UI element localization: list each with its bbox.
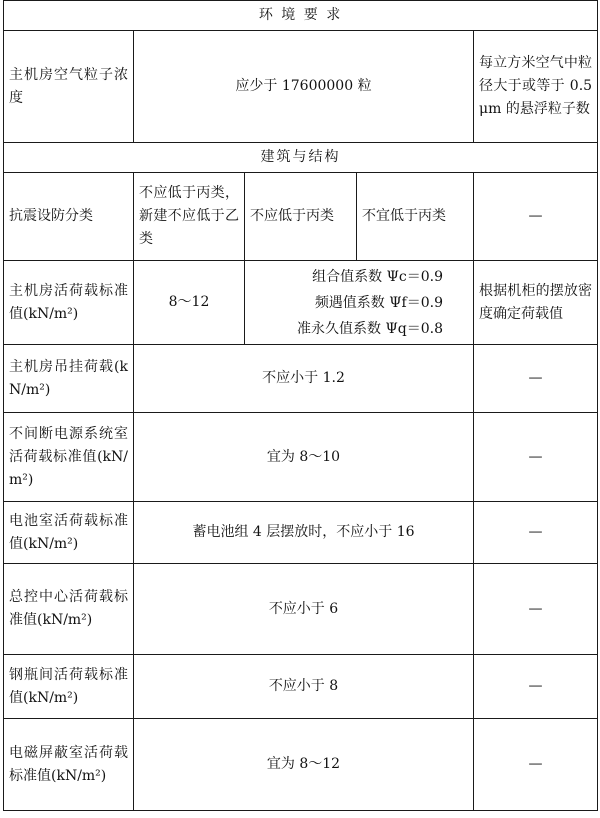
table-row-shielded [4, 719, 598, 811]
row-note-ups: — [474, 413, 598, 502]
row-label-ups: 不间断电源系统室活荷载标准值(kN/m²) [4, 413, 134, 502]
table-row-battery [4, 502, 598, 564]
row-label-shielded: 电磁屏蔽室活荷载标准值(kN/m²) [4, 719, 134, 811]
row-note-live-load: 根据机柜的摆放密度确定荷载值 [474, 261, 598, 345]
table-row-hanging [4, 345, 598, 413]
section-row-building [4, 143, 598, 173]
table-row-ups [4, 413, 598, 502]
row-note-seismic: — [474, 173, 598, 261]
row-label-hanging: 主机房吊挂荷载(kN/m²) [4, 345, 134, 413]
frequent-factor: 频遇值系数 Ψf＝0.9 [314, 294, 443, 311]
row-value-seismic-b: 不应低于丙类 [245, 173, 357, 261]
row-note-shielded: — [474, 719, 598, 811]
table-row-live-load [4, 261, 598, 345]
section-row-environment [4, 1, 598, 31]
row-label-particle: 主机房空气粒子浓度 [4, 31, 134, 143]
row-label-live-load: 主机房活荷载标准值(kN/m²) [4, 261, 134, 345]
row-note-hanging: — [474, 345, 598, 413]
row-note-particle: 每立方米空气中粒径大于或等于 0.5μm 的悬浮粒子数 [474, 31, 598, 143]
row-factors-live-load [245, 261, 474, 345]
row-note-cylinder: — [474, 655, 598, 719]
table-row-cylinder [4, 655, 598, 719]
row-note-battery: — [474, 502, 598, 564]
row-value-particle: 应少于 17600000 粒 [134, 31, 474, 143]
row-value-cylinder: 不应小于 8 [134, 655, 474, 719]
requirements-table [3, 0, 598, 811]
row-label-battery: 电池室活荷载标准值(kN/m²) [4, 502, 134, 564]
quasi-permanent-factor: 准永久值系数 Ψq＝0.8 [297, 320, 443, 337]
row-value-hanging: 不应小于 1.2 [134, 345, 474, 413]
row-value-battery: 蓄电池组 4 层摆放时，不应小于 16 [134, 502, 474, 564]
row-value-seismic-a: 不应低于丙类，新建不应低于乙类 [134, 173, 245, 261]
row-value-shielded: 宜为 8～12 [134, 719, 474, 811]
section-heading-building: 建筑与结构 [4, 143, 598, 173]
table-row-particle [4, 31, 598, 143]
section-heading-environment: 环 境 要 求 [4, 1, 598, 31]
row-label-cylinder: 钢瓶间活荷载标准值(kN/m²) [4, 655, 134, 719]
row-note-control: — [474, 564, 598, 655]
table-row-seismic [4, 173, 598, 261]
table-row-control [4, 564, 598, 655]
combination-factor: 组合值系数 Ψc＝0.9 [312, 268, 443, 285]
row-value-live-load: 8～12 [134, 261, 245, 345]
row-value-seismic-c: 不宜低于丙类 [357, 173, 474, 261]
row-label-seismic: 抗震设防分类 [4, 173, 134, 261]
row-label-control: 总控中心活荷载标准值(kN/m²) [4, 564, 134, 655]
row-value-ups: 宜为 8～10 [134, 413, 474, 502]
row-value-control: 不应小于 6 [134, 564, 474, 655]
